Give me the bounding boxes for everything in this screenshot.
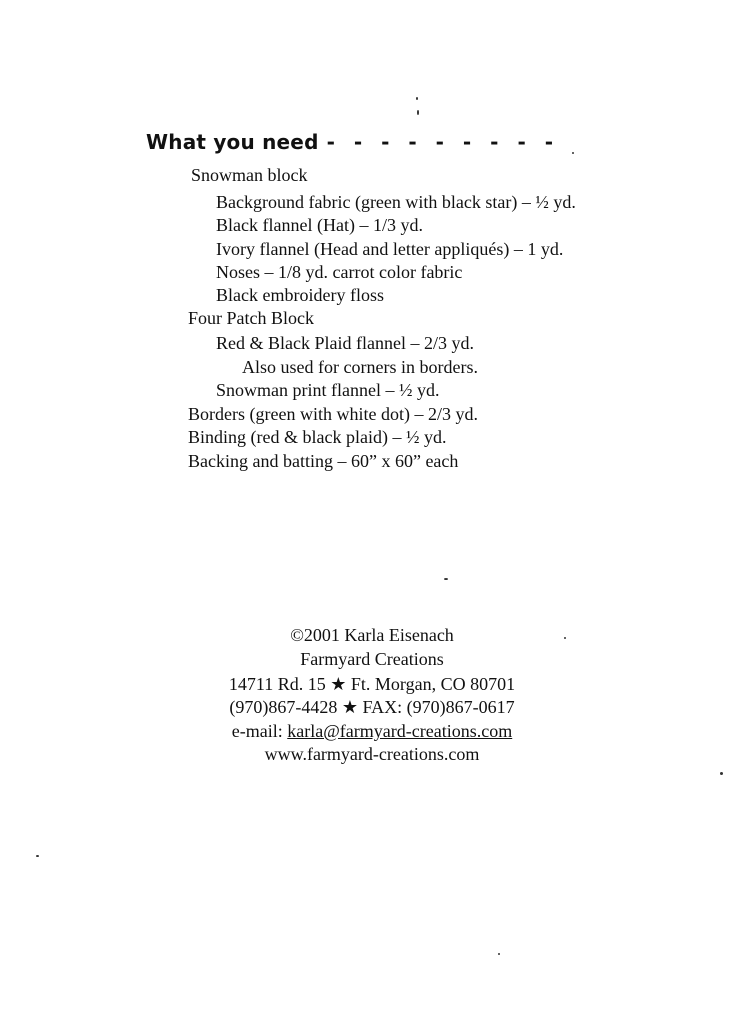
material-item: Backing and batting – 60” x 60” each xyxy=(188,451,459,471)
scan-speck xyxy=(444,578,448,580)
scan-speck xyxy=(572,152,574,154)
heading-title: What you need xyxy=(146,130,319,154)
email-line xyxy=(232,720,512,742)
section-four-patch-block: Four Patch Block xyxy=(188,308,314,328)
scan-speck xyxy=(417,110,419,115)
material-note: Also used for corners in borders. xyxy=(242,357,478,377)
address-line: 14711 Rd. 15 ★ Ft. Morgan, CO 80701 xyxy=(228,674,516,694)
scan-speck xyxy=(498,953,500,955)
material-item: Noses – 1/8 yd. carrot color fabric xyxy=(216,262,463,282)
email-label: e-mail: xyxy=(231,721,288,741)
material-item: Red & Black Plaid flannel – 2/3 yd. xyxy=(216,333,474,353)
scan-speck xyxy=(416,97,418,100)
website-link[interactable]: www.farmyard-creations.com xyxy=(264,744,480,764)
material-item: Borders (green with white dot) – 2/3 yd. xyxy=(188,404,478,424)
material-item: Snowman print flannel – ½ yd. xyxy=(216,380,440,400)
scan-speck xyxy=(564,637,566,639)
company-name: Farmyard Creations xyxy=(300,649,444,669)
material-item: Black embroidery floss xyxy=(216,285,384,305)
what-you-need-heading xyxy=(146,130,559,154)
section-snowman-block: Snowman block xyxy=(191,165,308,185)
scan-speck xyxy=(720,772,723,775)
material-item: Black flannel (Hat) – 1/3 yd. xyxy=(216,215,423,235)
material-item: Background fabric (green with black star) – ½ yd. xyxy=(216,192,576,212)
copyright-line: ©2001 Karla Eisenach xyxy=(290,625,454,645)
scan-speck xyxy=(36,855,39,857)
heading-dashes: - - - - - - - - - xyxy=(326,130,560,154)
phone-fax-line: (970)867-4428 ★ FAX: (970)867-0617 xyxy=(229,697,515,717)
email-link[interactable]: karla@farmyard-creations.com xyxy=(287,721,513,741)
material-item: Ivory flannel (Head and letter appliqués) – 1 yd. xyxy=(216,239,564,259)
material-item: Binding (red & black plaid) – ½ yd. xyxy=(188,427,447,447)
